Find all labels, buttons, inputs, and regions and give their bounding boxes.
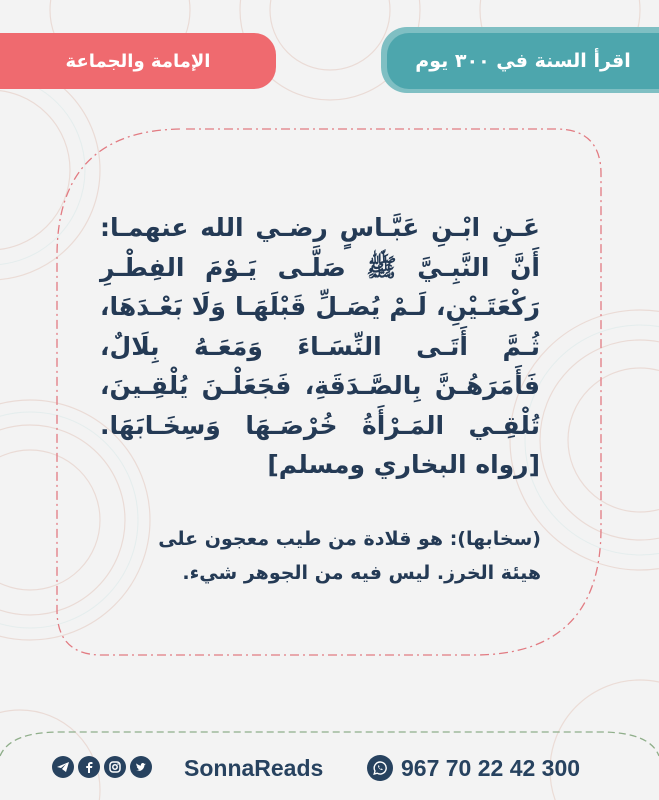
telegram-icon[interactable]: [52, 756, 74, 778]
social-links: [52, 756, 152, 778]
hadith-text-block: [100, 208, 540, 485]
social-handle[interactable]: SonnaReads: [184, 755, 324, 781]
twitter-icon[interactable]: [130, 756, 152, 778]
phone-number[interactable]: 967 70 22 42 300: [401, 755, 581, 781]
facebook-icon[interactable]: [78, 756, 100, 778]
explanation-text: (سخابها): هو قلادة من طيب معجون على هيئة الخرز. ليس فيه من الجوهر شيء.: [158, 528, 541, 584]
hadith-text: عَـنِ ابْـنِ عَبَّـاسٍ رضـي الله عنهمـا: أَنَّ النَّبِـيَّ ﷺ صَلَّـى يَـوْمَ الفِطْـرِ رَكْعَتَـيْنِ، لَـمْ يُصَـلِّ قَبْلَهَـا وَلَا بَعْـدَهَا، ثُـمَّ أَتَـى النِّسَـاءَ وَمَعَـهُ بِلَالٌ، فَأَمَرَهُـنَّ بِالصَّـدَقَةِ، فَجَعَلْـنَ يُلْقِـينَ، تُلْقِـي المَـرْأَةُ خُرْصَـهَا وَسِخَـابَهَا.: [100, 213, 540, 440]
footer: [0, 750, 659, 790]
series-title-tab: [387, 33, 659, 89]
series-title: اقرأ السنة في ٣٠٠ يوم: [415, 50, 631, 72]
hadith-source: [رواه البخاري ومسلم]: [267, 450, 540, 479]
chapter-title-tab: [0, 33, 276, 89]
explanation-block: [118, 522, 541, 590]
chapter-title: الإمامة والجماعة: [65, 50, 211, 72]
whatsapp-icon[interactable]: [367, 755, 393, 781]
instagram-icon[interactable]: [104, 756, 126, 778]
